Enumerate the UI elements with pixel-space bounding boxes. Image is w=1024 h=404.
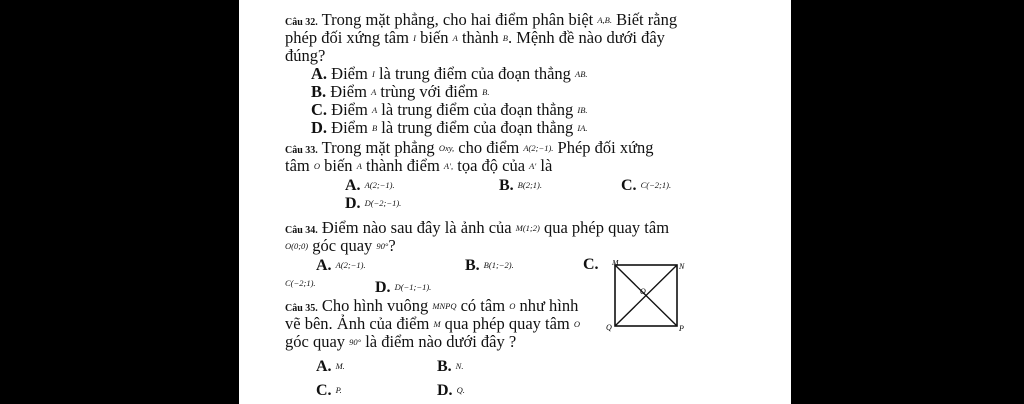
q32-formula: B — [502, 33, 508, 43]
q33-answer-d[interactable] — [345, 194, 401, 213]
q34-text: góc quay — [312, 236, 373, 255]
option-text: là trung điểm của đoạn thẳng — [378, 64, 571, 83]
option-formula: IB. — [577, 105, 588, 115]
option-formula: A — [371, 105, 378, 115]
q33-formula: Oxy, — [438, 143, 455, 153]
vertex-label-n: N — [679, 262, 685, 271]
vertex-label-p: P — [679, 324, 684, 333]
option-text: trùng với điểm — [380, 82, 479, 101]
q35-text: qua phép quay tâm — [444, 314, 570, 333]
q32-option-d[interactable] — [311, 119, 588, 137]
q33-label: Câu 33. — [285, 145, 318, 156]
q34-answer-a[interactable] — [316, 256, 366, 275]
q35-answer-d[interactable] — [437, 381, 465, 400]
q33-formula: A′, — [443, 161, 454, 171]
q32-text: . Mệnh đề nào dưới đây — [507, 28, 665, 47]
q35-text: Cho hình vuông — [321, 296, 429, 315]
q33-formula: A′ — [529, 161, 537, 171]
q33-formula: O — [313, 161, 321, 171]
answer-value: Q. — [456, 385, 465, 395]
q32-text: phép đối xứng tâm — [285, 28, 409, 47]
q35-formula: O — [573, 319, 581, 329]
q34-formula: O(0;0) — [285, 241, 309, 251]
q32-formula: A,B. — [597, 15, 612, 25]
q33-formula: A(2;−1). — [523, 143, 554, 153]
q35-answer-b[interactable] — [437, 357, 463, 376]
answer-value: C(−2;1). — [640, 180, 672, 190]
answer-key: B. — [499, 177, 514, 194]
q32-formula: A — [452, 33, 458, 43]
answer-key: B. — [437, 358, 452, 375]
q34-label: Câu 34. — [285, 225, 318, 236]
option-text: Điểm — [331, 100, 368, 119]
option-key: C. — [311, 100, 328, 119]
answer-key: C. — [316, 382, 332, 399]
q35-formula: M — [433, 319, 441, 329]
q33-answer-a[interactable] — [345, 176, 395, 195]
answer-value: P. — [335, 385, 342, 395]
q33-text: Trong mặt phẳng — [321, 138, 435, 157]
answer-value: B(1;−2). — [483, 260, 514, 270]
q33-text: tọa độ của — [457, 156, 526, 175]
answer-value: A(2;−1). — [364, 180, 395, 190]
vertex-label-q: Q — [606, 323, 612, 332]
option-formula: A — [371, 87, 377, 97]
answer-value: D(−2;−1). — [364, 198, 402, 208]
q35-line-3 — [285, 333, 516, 351]
answer-value: C(−2;1). — [285, 278, 316, 288]
option-text: là trung điểm của đoạn thẳng — [381, 100, 574, 119]
answer-key: C. — [583, 256, 599, 273]
q35-answer-c[interactable] — [316, 381, 342, 400]
q34-text: qua phép quay tâm — [543, 218, 670, 237]
q33-text: là — [540, 156, 553, 175]
q32-formula: I — [413, 33, 416, 43]
answer-key: A. — [345, 177, 361, 194]
q35-formula: 90° — [349, 337, 362, 347]
option-text: Điểm — [331, 64, 368, 83]
answer-value: D(−1;−1). — [394, 282, 432, 292]
option-formula: B. — [482, 87, 490, 97]
answer-value: A(2;−1). — [335, 260, 366, 270]
q32-option-a[interactable] — [311, 65, 588, 83]
answer-value: M. — [335, 361, 345, 371]
option-formula: AB. — [575, 69, 588, 79]
q32-text: biến — [420, 28, 449, 47]
q33-text: Phép đối xứng — [557, 138, 654, 157]
q34-line-2 — [285, 237, 396, 255]
q33-text: tâm — [285, 156, 310, 175]
q33-answer-b[interactable] — [499, 176, 542, 195]
answer-key: C. — [621, 177, 637, 194]
option-key: B. — [311, 82, 327, 101]
document-page — [239, 0, 791, 404]
q35-text: có tâm — [460, 296, 506, 315]
q33-line-2 — [285, 157, 552, 175]
answer-key: A. — [316, 257, 332, 274]
option-formula: B — [371, 123, 378, 133]
q34-text: ? — [388, 236, 396, 255]
answer-key: A. — [316, 358, 332, 375]
option-formula: IA. — [577, 123, 588, 133]
q35-line-2 — [285, 315, 580, 333]
answer-key: D. — [345, 195, 361, 212]
q34-text: Điểm nào sau đây là ảnh của — [321, 218, 512, 237]
q33-answer-c[interactable] — [621, 176, 671, 195]
q35-text: vẽ bên. Ảnh của điểm — [285, 314, 430, 333]
option-key: D. — [311, 118, 328, 137]
q34-answer-b[interactable] — [465, 256, 514, 275]
square-figure — [597, 260, 687, 336]
option-text: Điểm — [330, 82, 367, 101]
option-text: là trung điểm của đoạn thẳng — [381, 118, 574, 137]
q33-text: thành điểm — [366, 156, 440, 175]
q34-answer-c-value — [285, 274, 316, 293]
q35-formula: MNPQ — [432, 301, 457, 311]
option-key: A. — [311, 64, 328, 83]
q32-text: Biết rằng — [616, 10, 678, 29]
q33-text: biến — [324, 156, 353, 175]
q32-text: thành — [461, 28, 499, 47]
answer-key: D. — [437, 382, 453, 399]
q33-formula: A — [356, 161, 362, 171]
q34-formula: M(1;2) — [515, 223, 540, 233]
q35-text: góc quay — [285, 332, 346, 351]
option-formula: I — [371, 69, 375, 79]
q35-answer-a[interactable] — [316, 357, 345, 376]
q32-line-3: đúng? — [285, 46, 326, 65]
q35-label: Câu 35. — [285, 303, 318, 314]
q32-line-2 — [285, 29, 665, 47]
q32-option-c[interactable] — [311, 101, 588, 119]
q35-formula: O — [509, 301, 516, 311]
q34-answer-d[interactable] — [375, 278, 431, 297]
center-label-o: O — [640, 287, 646, 296]
answer-key: D. — [375, 279, 391, 296]
answer-value: N. — [455, 361, 464, 371]
option-text: Điểm — [331, 118, 368, 137]
q33-text: cho điểm — [458, 138, 520, 157]
answer-value: B(2;1). — [517, 180, 542, 190]
answer-key: B. — [465, 257, 480, 274]
vertex-label-m: M — [612, 260, 619, 267]
q35-text: là điểm nào dưới đây ? — [365, 332, 517, 351]
q34-formula: 90° — [376, 241, 389, 251]
q32-option-b[interactable] — [311, 83, 489, 101]
q32-text: Trong mặt phẳng, cho hai điểm phân biệt — [321, 10, 594, 29]
q32-label: Câu 32. — [285, 17, 318, 28]
q35-text: như hình — [519, 296, 579, 315]
